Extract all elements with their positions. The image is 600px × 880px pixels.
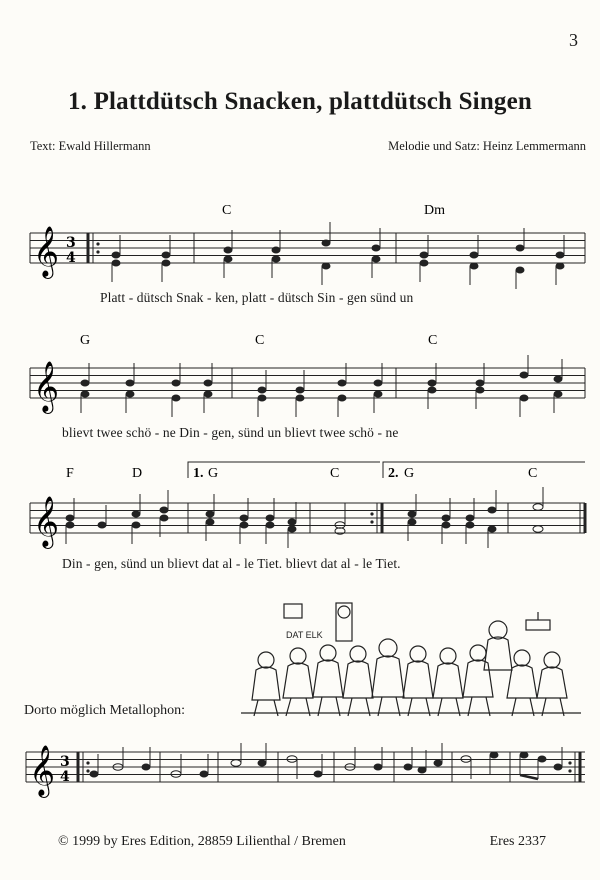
volta-label-1: 1.: [193, 466, 204, 481]
chord-symbol: Dm: [424, 203, 445, 218]
song-title: 1. Plattdütsch Snacken, plattdütsch Singen: [67, 88, 533, 115]
svg-text:𝄞: 𝄞: [33, 226, 60, 277]
volta-label-2: 2.: [388, 466, 399, 481]
page-number: 3: [569, 30, 578, 50]
svg-text:𝄞: 𝄞: [33, 361, 60, 412]
metallophon-time-sig-top: 3: [60, 754, 70, 770]
chord-symbol: F: [66, 466, 74, 481]
catalog-number: Eres 2337: [489, 834, 546, 849]
lyrics-line-3: Din - gen, sünd un blievt dat al - le Tiet. blievt dat al - le Tiet.: [62, 556, 401, 571]
svg-text:𝄞: 𝄞: [29, 745, 56, 796]
chord-symbol: G: [208, 466, 219, 481]
chord-symbol: G: [404, 466, 415, 481]
chord-symbol: C: [428, 333, 438, 348]
illustration-sign: DAT ELK: [286, 630, 323, 640]
chord-symbol: C: [255, 333, 265, 348]
chord-symbol: C: [528, 466, 538, 481]
time-sig-bottom: 4: [66, 250, 76, 266]
time-sig-top: 3: [66, 235, 76, 251]
metallophon-time-sig-bottom: 4: [60, 769, 70, 785]
chord-symbol: G: [80, 333, 91, 348]
lyrics-line-1: Platt - dütsch Snak - ken, platt - dütsch Sin - gen sünd un: [100, 290, 414, 305]
svg-text:𝄞: 𝄞: [33, 496, 60, 547]
chord-symbol: C: [330, 466, 340, 481]
melody-credit: Melodie und Satz: Heinz Lemmermann: [388, 139, 586, 153]
lyrics-line-2: blievt twee schö - ne Din - gen, sünd un blievt twee schö - ne: [62, 425, 399, 440]
chord-symbol: D: [132, 466, 143, 481]
copyright-notice: © 1999 by Eres Edition, 28859 Lilienthal / Bremen: [58, 834, 346, 849]
metallophon-label: Dorto möglich Metallophon:: [24, 703, 185, 718]
text-credit: Text: Ewald Hillermann: [30, 139, 151, 153]
chord-symbol: C: [222, 203, 232, 218]
